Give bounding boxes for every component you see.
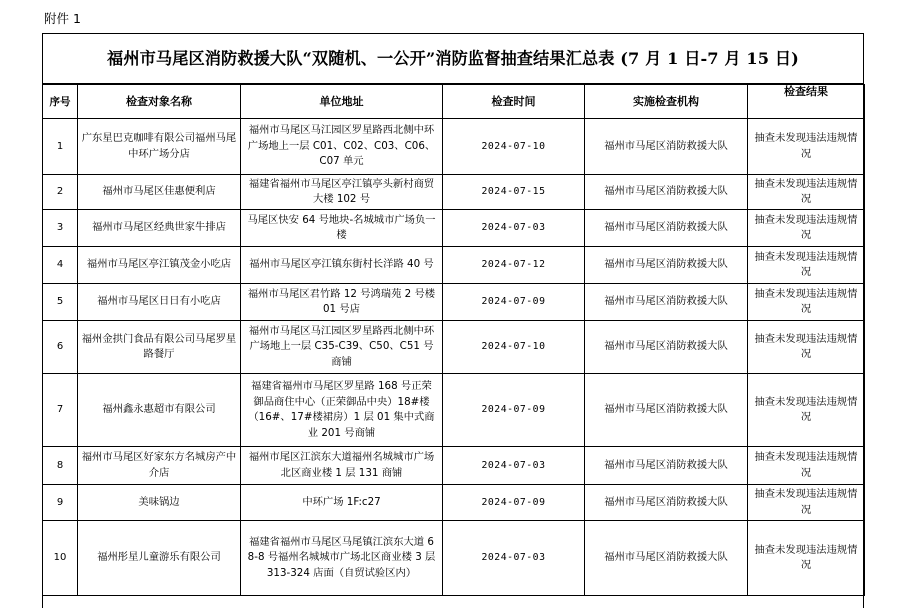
- cell-date: 2024-07-03: [443, 447, 585, 485]
- table-row: [43, 210, 865, 247]
- cell-index: 3: [43, 210, 78, 247]
- header-date: 检查时间: [443, 85, 585, 119]
- table-row: [43, 284, 865, 321]
- cell-date: 2024-07-03: [443, 210, 585, 247]
- table-row: [43, 119, 865, 175]
- table-row: [43, 321, 865, 374]
- cell-address: 中环广场 1F:c27: [241, 485, 443, 521]
- attachment-label: 附件 1: [44, 11, 81, 26]
- cell-address: 福州市马尾区亭江镇东街村长洋路 40 号: [241, 247, 443, 284]
- header-agency: 实施检查机构: [585, 85, 748, 119]
- cell-agency: 福州市马尾区消防救援大队: [585, 284, 748, 321]
- cell-result: 抽查未发现违法违规情况: [748, 210, 865, 247]
- cell-date: 2024-07-09: [443, 284, 585, 321]
- cell-address: 福建省福州市马尾区亭江镇亭头新村商贸大楼 102 号: [241, 175, 443, 210]
- inspection-results-table: [42, 84, 865, 596]
- cell-result: 抽查未发现违法违规情况: [748, 521, 865, 596]
- cell-agency: 福州市马尾区消防救援大队: [585, 374, 748, 447]
- cell-agency: 福州市马尾区消防救援大队: [585, 247, 748, 284]
- cell-index: 10: [43, 521, 78, 596]
- cell-result: 抽查未发现违法违规情况: [748, 485, 865, 521]
- cell-result: 抽查未发现违法违规情况: [748, 321, 865, 374]
- cell-address: 福州市马尾区马江园区罗星路西北侧中环广场地上一层 C01、C02、C03、C06、C07 单元: [241, 119, 443, 175]
- header-name: 检查对象名称: [78, 85, 241, 119]
- cell-agency: 福州市马尾区消防救援大队: [585, 175, 748, 210]
- cell-result: 抽查未发现违法违规情况: [748, 374, 865, 447]
- cell-address: 福州市马尾区马江园区罗星路西北侧中环广场地上一层 C35-C39、C50、C51 号商铺: [241, 321, 443, 374]
- cell-index: 9: [43, 485, 78, 521]
- cell-date: 2024-07-09: [443, 485, 585, 521]
- header-index: 序号: [43, 85, 78, 119]
- cell-index: 4: [43, 247, 78, 284]
- cell-index: 8: [43, 447, 78, 485]
- header-address: 单位地址: [241, 85, 443, 119]
- cell-name: 福州市马尾区日日有小吃店: [78, 284, 241, 321]
- cell-date: 2024-07-09: [443, 374, 585, 447]
- cell-address: 福建省福州市马尾区马尾镇江滨东大道 68-8 号福州名城城市广场北区商业楼 3 层 313-324 店面（自贸试验区内）: [241, 521, 443, 596]
- cell-agency: 福州市马尾区消防救援大队: [585, 321, 748, 374]
- cell-name: 福州彤星儿童游乐有限公司: [78, 521, 241, 596]
- cell-address: 福州市马尾区君竹路 12 号鸿瑞苑 2 号楼 01 号店: [241, 284, 443, 321]
- cell-agency: 福州市马尾区消防救援大队: [585, 119, 748, 175]
- cell-name: 福州金拱门食品有限公司马尾罗星路餐厅: [78, 321, 241, 374]
- cell-agency: 福州市马尾区消防救援大队: [585, 485, 748, 521]
- cell-date: 2024-07-12: [443, 247, 585, 284]
- table-row: [43, 247, 865, 284]
- cell-agency: 福州市马尾区消防救援大队: [585, 210, 748, 247]
- cell-index: 5: [43, 284, 78, 321]
- cell-result: 抽查未发现违法违规情况: [748, 284, 865, 321]
- cell-result: 抽查未发现违法违规情况: [748, 175, 865, 210]
- table-row: [43, 521, 865, 596]
- cell-index: 2: [43, 175, 78, 210]
- table-row: [43, 485, 865, 521]
- table-row: [43, 175, 865, 210]
- table-row: [43, 374, 865, 447]
- cell-agency: 福州市马尾区消防救援大队: [585, 521, 748, 596]
- header-result: 检查结果: [748, 85, 865, 119]
- header-row: [43, 85, 865, 119]
- cell-index: 6: [43, 321, 78, 374]
- cell-date: 2024-07-10: [443, 321, 585, 374]
- cell-index: 7: [43, 374, 78, 447]
- cell-result: 抽查未发现违法违规情况: [748, 247, 865, 284]
- cell-agency: 福州市马尾区消防救援大队: [585, 447, 748, 485]
- cell-date: 2024-07-15: [443, 175, 585, 210]
- table-row: [43, 447, 865, 485]
- cell-address: 福建省福州市马尾区罗星路 168 号正荣御品商住中心（正荣御品中央）18#楼（16#、17#楼裙房）1 层 01 集中式商业 201 号商铺: [241, 374, 443, 447]
- cell-name: 美味锅边: [78, 485, 241, 521]
- table-title: 福州市马尾区消防救援大队“双随机、一公开”消防监督抽查结果汇总表 (7 月 1 日-7 月 15 日): [43, 34, 863, 84]
- results-summary-sheet: [42, 33, 864, 608]
- cell-address: 福州市尾区江滨东大道福州名城城市广场北区商业楼 1 层 131 商铺: [241, 447, 443, 485]
- cell-date: 2024-07-03: [443, 521, 585, 596]
- cell-name: 广东星巴克咖啡有限公司福州马尾中环广场分店: [78, 119, 241, 175]
- cell-name: 福州市马尾区好家东方名城房产中介店: [78, 447, 241, 485]
- cell-address: 马尾区快安 64 号地块-名城城市广场负一楼: [241, 210, 443, 247]
- cell-name: 福州鑫永惠超市有限公司: [78, 374, 241, 447]
- cell-name: 福州市马尾区亭江镇茂金小吃店: [78, 247, 241, 284]
- cell-result: 抽查未发现违法违规情况: [748, 447, 865, 485]
- cell-result: 抽查未发现违法违规情况: [748, 119, 865, 175]
- cell-index: 1: [43, 119, 78, 175]
- cell-date: 2024-07-10: [443, 119, 585, 175]
- cell-name: 福州市马尾区佳惠便利店: [78, 175, 241, 210]
- cell-name: 福州市马尾区经典世家牛排店: [78, 210, 241, 247]
